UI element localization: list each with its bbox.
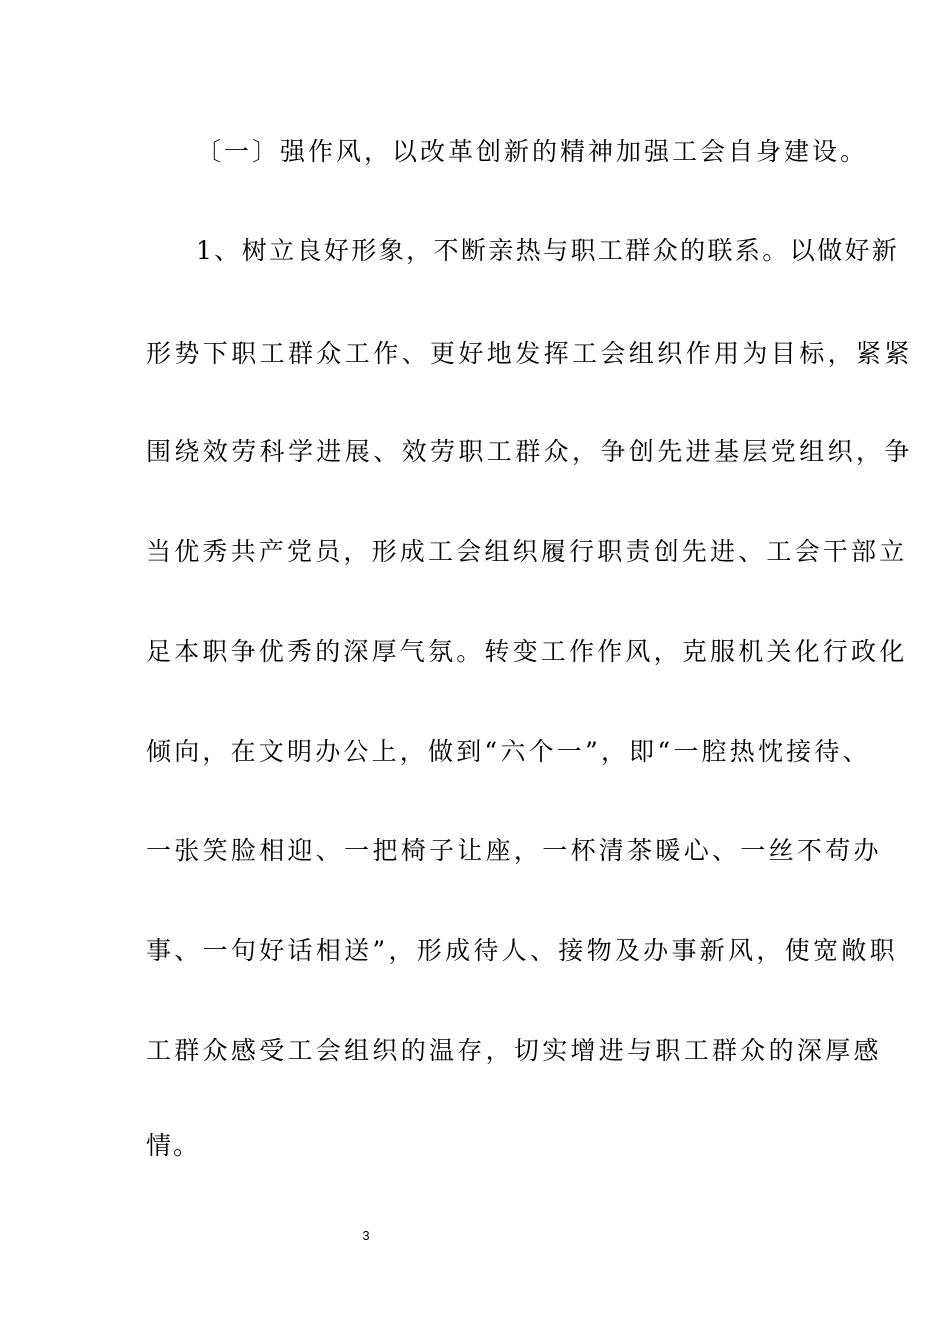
paragraph-line-5: 足本职争优秀的深厚气氛。转变工作作风，克服机关化行政化 bbox=[146, 637, 908, 666]
paragraph-line-2: 形势下职工群众工作、更好地发挥工会组织作用为目标，紧紧 bbox=[146, 339, 913, 368]
page-number: 3 bbox=[362, 1228, 370, 1243]
paragraph-line-4: 当优秀共产党员，形成工会组织履行职责创先进、工会干部立 bbox=[146, 537, 908, 566]
paragraph-line-10: 情。 bbox=[146, 1131, 201, 1160]
paragraph-line-6: 倾向，在文明办公上，做到“六个一”，即“一腔热忱接待、 bbox=[146, 737, 871, 766]
paragraph-line-8: 事、一句好话相送”，形成待人、接物及办事新风，使宽敞职 bbox=[146, 936, 898, 965]
paragraph-line-7: 一张笑脸相迎、一把椅子让座，一杯清茶暖心、一丝不苟办 bbox=[146, 836, 882, 865]
paragraph-line-1: 1、树立良好形象，不断亲热与职工群众的联系。以做好新 bbox=[196, 236, 900, 265]
paragraph-line-3: 围绕效劳科学进展、效劳职工群众，争创先进基层党组织，争 bbox=[146, 437, 913, 466]
paragraph-line-9: 工群众感受工会组织的温存，切实增进与职工群众的深厚感 bbox=[146, 1036, 882, 1065]
section-heading: 〔一〕强作风，以改革创新的精神加强工会自身建设。 bbox=[196, 137, 869, 166]
